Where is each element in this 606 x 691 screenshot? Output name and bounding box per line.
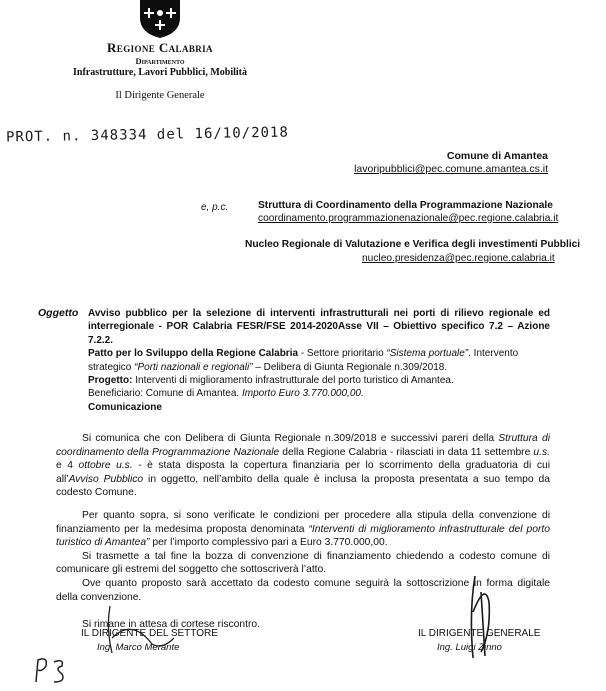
handwritten-initials-mark (32, 652, 72, 691)
subject-label: Oggetto (38, 307, 79, 319)
closing-line: Si rimane in attesa di cortese riscontro. (82, 619, 260, 631)
director-title: Il Dirigente Generale (115, 90, 205, 101)
department-subtitle: Infrastrutture, Lavori Pubblici, Mobilità (73, 67, 247, 78)
paragraph-1: Si comunica che con Delibera di Giunta Regionale n.309/2018 e successivi pareri della Struttura di coordinamento della Programmazione Nazionale della Regione Calabria - rilasciati in data 11 settembre u.s. e 4 ottobre u.s. - è stata disposta la copertura finanziaria per lo scorrimento della graduatoria di cui all’Avviso Pubblico in oggetto, nell’ambito della quale è inclusa la proposta presentata a suo tempo da codesto Comune. (56, 433, 550, 499)
subject-call-title: Avviso pubblico per la selezione di interventi infrastrutturali nei porti di rilievo regionale ed interregionale - POR Calabria FESR/FSE 2014-2020Asse VII – Obiettivo specifico 7.2 – Azione 7.2.2. (88, 308, 550, 346)
org-name: Regione Calabria (107, 40, 213, 55)
recipient-email-link[interactable]: lavoripubblici@pec.comune.amantea.cs.it (354, 163, 548, 175)
signature-left-name: Ing. Marco Merante (97, 642, 180, 653)
signature-left-scribble (82, 598, 202, 663)
paragraph-3: Si trasmette a tal fine la bozza di convenzione di finanziamento chiedendo a codesto comune di comunicare gli estremi del soggetto che sottoscriverà l’atto. (56, 550, 550, 576)
region-coat-of-arms-icon (137, 0, 183, 38)
signature-right-title: IL DIRIGENTE GENERALE (418, 628, 541, 639)
cc1-name: Struttura di Coordinamento della Programmazione Nazionale (258, 200, 553, 211)
subject-block (88, 307, 550, 414)
paragraph-4: Ove quanto proposto sarà accettato da codesto comune seguirà la sottoscrizione in forma digitale della convenzione. (56, 577, 550, 603)
signature-right-scribble (455, 572, 515, 667)
cc2-name: Nucleo Regionale di Valutazione e Verifica degli investimenti Pubblici (245, 239, 581, 250)
cc1-email-link[interactable]: coordinamento.programmazionenazionale@pec.regione.calabria.it (258, 213, 559, 224)
recipient-name: Comune di Amantea (446, 150, 548, 162)
protocol-stamp: PROT. n. 348334 del 16/10/2018 (5, 124, 289, 146)
cc2-email-link[interactable]: nucleo.presidenza@pec.regione.calabria.it (362, 253, 555, 264)
subject-patto: Patto per lo Sviluppo della Regione Calabria - Settore prioritario “Sistema portuale”. Intervento strategico “Porti nazionali e regionali” – Delibera di Giunta Regionale n.309/2018. (88, 348, 519, 373)
signature-right-name: Ing. Luigi Zinno (437, 642, 502, 653)
signature-left-title: IL DIRIGENTE DEL SETTORE (81, 628, 218, 639)
subject-beneficiary: Beneficiario: Comune di Amantea. Importo Euro 3.770.000,00. (88, 388, 364, 400)
subject-project: Progetto: Interventi di miglioramento infrastrutturale del porto turistico di Amantea. (88, 375, 454, 387)
department-label: Dipartimento (135, 56, 185, 66)
subject-communication: Comunicazione (88, 401, 162, 413)
paragraph-2: Per quanto sopra, si sono verificate le condizioni per procedere alla stipula della convenzione di finanziamento per la medesima proposta denominata “Interventi di miglioramento infrastrutturale del porto turistico di Amantea” per l’importo complessivo pari a Euro 3.770.000,00. (56, 509, 550, 549)
cc-label: e, p.c. (201, 202, 229, 213)
